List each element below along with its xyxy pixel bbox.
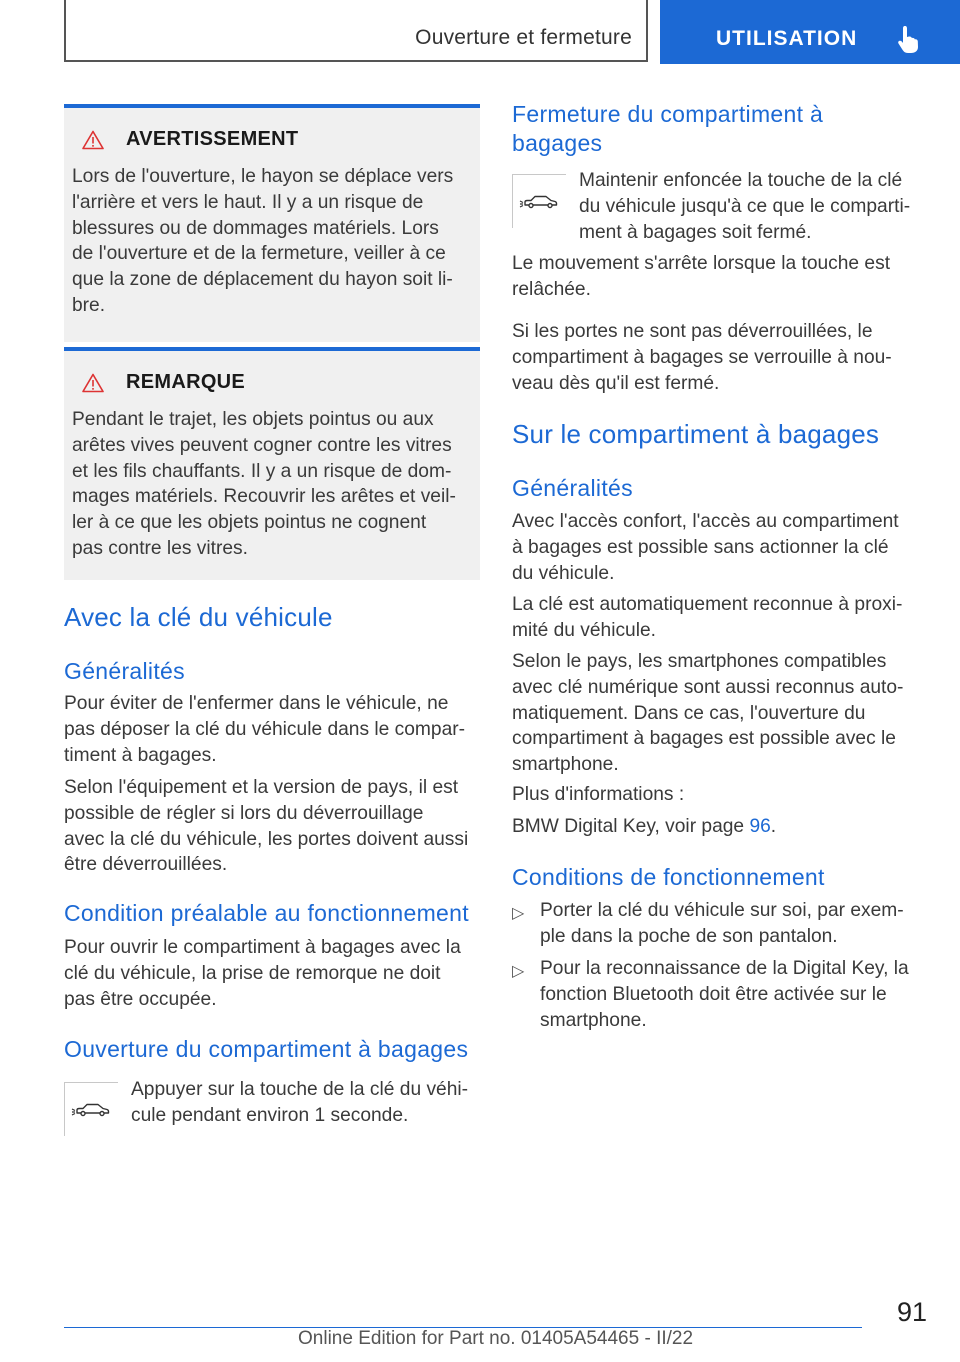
heading-general-left: Généralités: [64, 658, 185, 684]
warning-box: [64, 104, 480, 342]
phone-paragraph: Selon le pays, les smartphones compatibles avec clé numérique sont aussi reconnus auto- matiquement. Dans ce cas, l'ouverture du compartiment à bagages est possible avec le smartphone.: [512, 651, 904, 776]
header-section-tab: [64, 0, 648, 62]
heading-closing: Fermeture du compartiment à bagages: [512, 101, 824, 156]
warning-title: AVERTISSEMENT: [126, 128, 299, 150]
warning-text: Lors de l'ouverture, le hayon se déplace vers l'arrière et vers le haut. Il y a un risque de blessures ou de dommages matériels. Lors de l'ouverture et de la fermeture, veiller à ce que la zone de déplacement du hayon soit li- bre.: [72, 166, 454, 316]
opening-paragraph: Appuyer sur la touche de la clé du véhi- cule pendant environ 1 seconde.: [131, 1079, 469, 1126]
bullet-arrow-icon: ▷: [512, 905, 525, 922]
pointing-hand-icon: [896, 24, 922, 54]
section-title: Ouverture et fermeture: [415, 26, 632, 49]
heading-opening: Ouverture du compartiment à bagages: [64, 1036, 469, 1062]
footer-edition: Online Edition for Part no. 01405A54465 - II/22: [298, 1328, 694, 1349]
heading-on-compartment: Sur le compartiment à bagages: [512, 419, 880, 449]
note-box: [64, 347, 480, 580]
lock-paragraph: Si les portes ne sont pas déverrouillées, le compartiment à bagages se verrouille à nou- veau dès qu'il est fermé.: [512, 321, 892, 394]
key-button-tile-close: [512, 174, 566, 228]
car-tailgate-key-icon: [71, 1099, 113, 1121]
page-link[interactable]: 96: [749, 816, 771, 837]
key-button-tile: [64, 1082, 118, 1136]
note-text: Pendant le trajet, les objets pointus ou aux arêtes vives peuvent cogner contre les vitres et les fils chauffants. Il y a un risque de dom- mages matériels. Recouvrir les arêtes et veil- ler à ce que les objets pointus ne cognent pas contre les vitres.: [72, 409, 456, 559]
warning-triangle-icon: [82, 130, 104, 150]
page-number: 91: [897, 1297, 928, 1327]
more-info-text: Plus d'informations :: [512, 784, 685, 805]
chapter-title: UTILISATION: [716, 27, 858, 50]
note-triangle-icon: [82, 373, 104, 393]
heading-general-right: Généralités: [512, 475, 633, 501]
comfort-paragraph: Avec l'accès confort, l'accès au compartiment à bagages est possible sans actionner la clé du véhicule.: [512, 511, 899, 584]
heading-key: Avec la clé du véhicule: [64, 602, 333, 632]
header-chapter-tab[interactable]: [660, 0, 960, 64]
general-paragraph-1: Pour éviter de l'enfermer dans le véhicule, ne pas déposer la clé du véhicule dans le compar- timent à bagages.: [64, 693, 466, 766]
car-tailgate-key-icon: [519, 191, 561, 213]
note-title: REMARQUE: [126, 371, 246, 393]
general-paragraph-2: Selon l'équipement et la version de pays, il est possible de régler si lors du déverrouillage avec la clé du véhicule, les portes doivent aussi être déverrouillées.: [64, 777, 469, 876]
prerequisite-paragraph: Pour ouvrir le compartiment à bagages avec la clé du véhicule, la prise de remorque ne doit pas être occupée.: [64, 937, 461, 1010]
bullet-arrow-icon: ▷: [512, 963, 525, 980]
auto-paragraph: La clé est automatiquement reconnue à proxi- mité du véhicule.: [512, 594, 903, 641]
closing-paragraph: Maintenir enfoncée la touche de la clé du véhicule jusqu'à ce que le comparti- ment à bagages soit fermé.: [579, 170, 911, 243]
stop-paragraph: Le mouvement s'arrête lorsque la touche est relâchée.: [512, 253, 891, 300]
list-item: ▷ Pour la reconnaissance de la Digital Key, la fonction Bluetooth doit être activée sur le smartphone.: [512, 956, 909, 1033]
list-item: ▷ Porter la clé du véhicule sur soi, par exem- ple dans la poche de son pantalon.: [512, 898, 904, 950]
cross-reference: BMW Digital Key, voir page 96.: [512, 816, 777, 837]
heading-conditions: Conditions de fonctionnement: [512, 864, 825, 890]
heading-prerequisite: Condition préalable au fonctionnement: [64, 900, 469, 926]
